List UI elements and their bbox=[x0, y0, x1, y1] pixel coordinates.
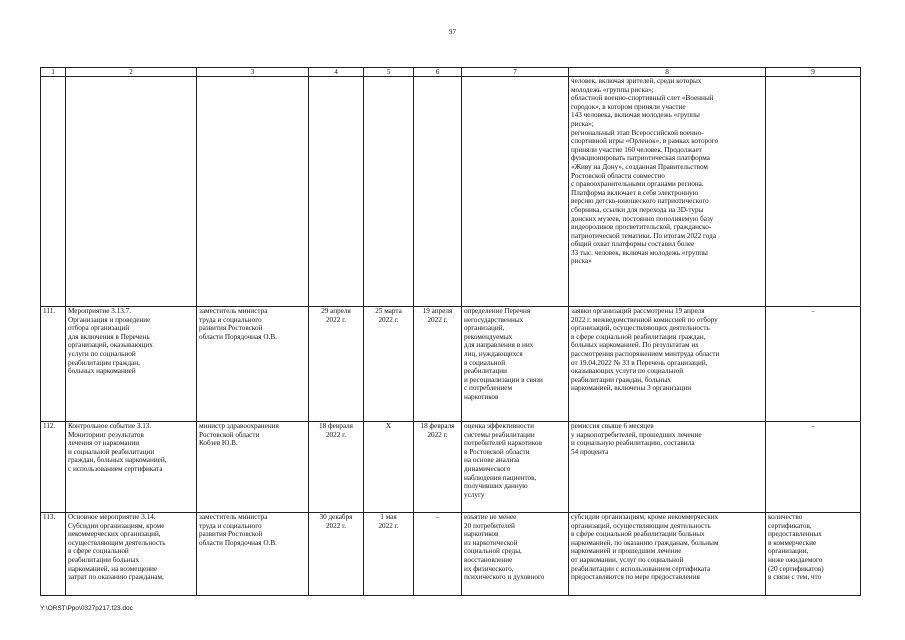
actual-result: человек, включая зрителей, среди которых молодежь «группы риска»; областной военно-спортивный слет «Военный городок», в котором приняли участие 143 человека, включая молодежь «группы риска»; региональный этап Всероссийской военно- спортивной игры «Орленок», в рамках которого приняли участие 160 человек. Продолжает функционировать патриотическая платформа «Живу на Дону», созданная Правительством Ростовской области совместно с правоохранительными органами региона. Платформа включает в себя электронную версию детско-юношеского патриотического сборника, ссылки для перехода на 3D-туры донских музеев, постоянно пополняемую базу видеороликов просветительской, гражданско- патриотической тематики. По итогам 2022 года общий охват платформы составил более 33 тыс. человек, включая молодежь «группы риска» bbox=[569, 77, 766, 307]
expected-result: оценка эффективности системы реабилитации потребителей наркотиков в Ростовской области на основе анализа динамического наблюдения пациентов, получивших данную услугу bbox=[462, 422, 569, 513]
actual-start-date: 25 марта 2022 г. bbox=[364, 307, 414, 422]
table-row bbox=[41, 513, 861, 596]
actual-end-date: 18 февраля 2022 г. bbox=[414, 422, 462, 513]
row-number bbox=[41, 77, 66, 307]
actual-result: заявки организаций рассмотрены 19 апреля 2022 г. межведомственной комиссией по отбору организаций, осуществляющих деятельность в сфере социальной реабилитации граждан, больных наркоманией. По результатам их рассмотрения распоряжением минтруда области от 19.04.2022 № 33 в Перечень организаций, оказывающих услуги по социальной реабилитации граждан, больных наркоманией, включены 3 организации bbox=[569, 307, 766, 422]
planned-date: 29 апреля 2022 г. bbox=[309, 307, 364, 422]
note: – bbox=[766, 307, 861, 422]
document-file-path: Y:\ORST\Ppo\0327p217.f23.doc bbox=[40, 605, 133, 612]
note: – bbox=[766, 422, 861, 513]
actual-result: ремиссия свыше 6 месяцев у наркопотребителей, прошедших лечение и социальную реабилитацию, составила 54 процента bbox=[569, 422, 766, 513]
actual-start-date: Х bbox=[364, 422, 414, 513]
column-number-5: 5 bbox=[364, 68, 414, 77]
column-number-7: 7 bbox=[462, 68, 569, 77]
event-name: Мероприятие 3.13.7. Организация и проведение отбора организаций для включения в Перечень организаций, оказывающих услуги по социальной реабилитации граждан, больных наркоманией bbox=[66, 307, 197, 422]
event-name: Контрольное событие 3.13. Мониторинг результатов лечения от наркомании и социальной реабилитации граждан, больных наркоманией, с использованием сертификата bbox=[66, 422, 197, 513]
responsible-person: министр здравоохранения Ростовской области Кобзев Ю.В. bbox=[197, 422, 309, 513]
note: количество сертификатов, предоставленных в коммерческие организации, ниже ожидаемого (20 сертификатов) в связи с тем, что bbox=[766, 513, 861, 596]
expected-result: определение Перечня негосударственных организаций, рекомендуемых для направления в них лиц, нуждающихся в социальной реабилитации и ресоциализации в связи с потреблением наркотиков bbox=[462, 307, 569, 422]
planned-date: 30 декабря 2022 г. bbox=[309, 513, 364, 596]
column-number-1: 1 bbox=[41, 68, 66, 77]
row-number: 111. bbox=[41, 307, 66, 422]
column-number-8: 8 bbox=[569, 68, 766, 77]
actual-start-date bbox=[364, 77, 414, 307]
column-number-6: 6 bbox=[414, 68, 462, 77]
row-number: 112. bbox=[41, 422, 66, 513]
actual-result: субсидии организациям, кроме некоммерческих организаций, осуществляющим деятельность в сфере социальной реабилитации больных наркоманией, по оказанию гражданам, больным наркоманией и прошедшим лечение от наркомании, услуг по социальной реабилитации с использованием сертификата предоставляются по мере предоставления bbox=[569, 513, 766, 596]
actual-end-date: 19 апреля 2022 г. bbox=[414, 307, 462, 422]
responsible-person: заместитель министра труда и социального развития Ростовской области Порядочная О.В. bbox=[197, 513, 309, 596]
responsible-person: заместитель министра труда и социального развития Ростовской области Порядочная О.В. bbox=[197, 307, 309, 422]
event-name: Основное мероприятие 3.14. Субсидии организациям, кроме некоммерческих организаций, осуществляющим деятельность в сфере социальной реабилитации больных наркоманией, на возмещение затрат по оказанию гражданам, bbox=[66, 513, 197, 596]
note bbox=[766, 77, 861, 307]
planned-date: 18 февраля 2022 г. bbox=[309, 422, 364, 513]
report-table bbox=[40, 67, 861, 596]
expected-result bbox=[462, 77, 569, 307]
planned-date bbox=[309, 77, 364, 307]
responsible-person bbox=[197, 77, 309, 307]
actual-end-date: – bbox=[414, 513, 462, 596]
actual-end-date bbox=[414, 77, 462, 307]
table-row bbox=[41, 77, 861, 307]
table-row bbox=[41, 307, 861, 422]
table-row bbox=[41, 422, 861, 513]
column-number-row bbox=[41, 68, 861, 77]
row-number: 113. bbox=[41, 513, 66, 596]
actual-start-date: 1 мая 2022 г. bbox=[364, 513, 414, 596]
page-number: 97 bbox=[449, 28, 456, 36]
expected-result: изъятие не менее 20 потребителей наркотиков из наркотической социальной среды, восстановление их физического, психического и духовного bbox=[462, 513, 569, 596]
column-number-2: 2 bbox=[66, 68, 197, 77]
event-name bbox=[66, 77, 197, 307]
column-number-4: 4 bbox=[309, 68, 364, 77]
column-number-3: 3 bbox=[197, 68, 309, 77]
column-number-9: 9 bbox=[766, 68, 861, 77]
